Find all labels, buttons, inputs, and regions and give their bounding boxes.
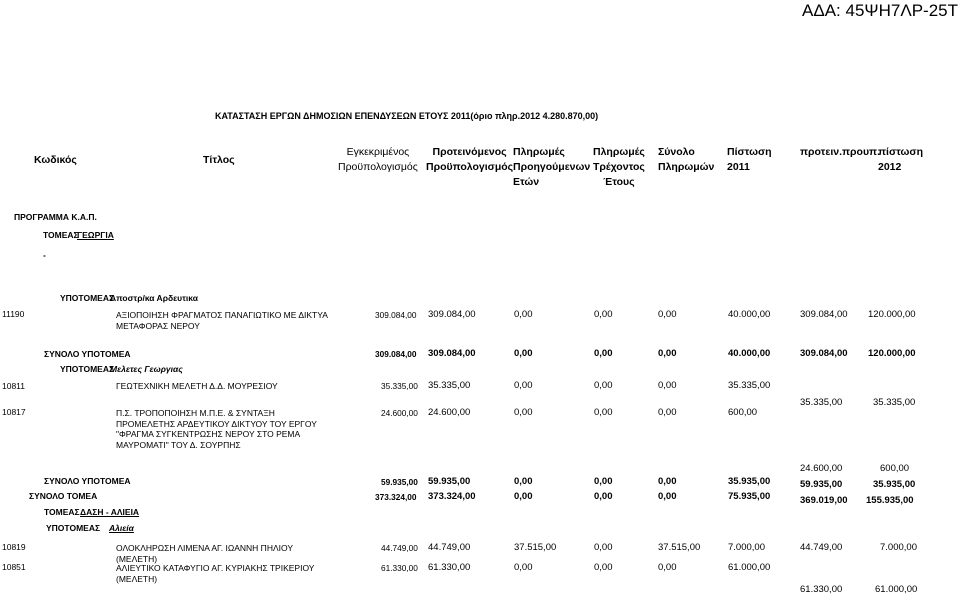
sum-credit2012: 120.000,00 [868, 348, 916, 359]
col-credit-2012 [878, 145, 923, 175]
sum-subsector-label: ΣΥΝΟΛΟ ΥΠΟΤΟΜΕΑ [44, 349, 131, 359]
row-title-line1: Π.Σ. ΤΡΟΠΟΠΟΙΗΣΗ Μ.Π.Ε. & ΣΥΝΤΑΞΗ [116, 408, 275, 418]
sum-credit2011: 35.935,00 [728, 476, 771, 487]
sum-proposed: 309.084,00 [428, 348, 476, 359]
cell-credit2011: 61.000,00 [728, 562, 771, 573]
sum-subsector-label: ΣΥΝΟΛΟ ΥΠΟΤΟΜΕΑ [44, 476, 131, 486]
cell-current: 0,00 [594, 407, 613, 418]
cell-proposed-budget: 35.335,00 [800, 397, 843, 408]
cell-total: 37.515,00 [658, 542, 701, 553]
cell-current: 0,00 [594, 542, 613, 553]
cell-current: 0,00 [594, 309, 613, 320]
sum-proposed-budget: 309.084,00 [800, 348, 848, 359]
row-title-line1: ΑΞΙΟΠΟΙΗΣΗ ΦΡΑΓΜΑΤΟΣ ΠΑΝΑΓΙΩΤΙΚΟ ΜΕ ΔΙΚΤΥΑ [116, 310, 328, 320]
col-prev-line1: Πληρωμές [513, 146, 565, 158]
row-title-line2: (ΜΕΛΕΤΗ) [116, 573, 158, 584]
row-code: 10811 [2, 381, 26, 391]
row-title [116, 563, 314, 584]
row-title-line2: (ΜΕΛΕΤΗ) [116, 553, 158, 564]
subsector-name: Μελετες Γεωργιας [110, 364, 183, 374]
sum-proposed: 59.935,00 [428, 476, 471, 487]
col-current-line1: Πληρωμές [593, 146, 645, 158]
sum-current: 0,00 [594, 476, 613, 487]
subsector-label: ΥΠΟΤΟΜΕΑΣ [46, 523, 101, 533]
sector-name: ΓΕΩΡΓΙΑ [77, 230, 114, 240]
cell-proposed-budget: 61.330,00 [800, 584, 843, 595]
sum-proposed-budget: 369.019,00 [800, 495, 848, 506]
sector-name: ΔΑΣΗ - ΑΛΙΕΙΑ [80, 507, 140, 517]
row-title-line2: ΠΡΟΜΕΛΕΤΗΣ ΑΡΔΕΥΤΙΚΟΥ ΔΙΚΤΥΟΥ ΤΟΥ ΕΡΓΟΥ [116, 418, 317, 429]
cell-prev: 0,00 [514, 309, 533, 320]
col-proposed-line2: Προϋπολογισμός [426, 161, 514, 173]
sum-prev: 0,00 [514, 491, 533, 502]
sum-credit2012: 35.935,00 [873, 479, 916, 490]
row-title [116, 310, 328, 332]
col-credit2011-line1: Πίστωση [727, 146, 772, 158]
sum-current: 0,00 [594, 491, 613, 502]
cell-approved: 44.749,00 [381, 543, 418, 553]
sum-proposed: 373.324,00 [428, 491, 476, 502]
sum-prev: 0,00 [514, 476, 533, 487]
cell-total: 0,00 [658, 309, 677, 320]
cell-credit2012: 120.000,00 [868, 309, 916, 320]
cell-credit2011: 40.000,00 [728, 309, 771, 320]
cell-proposed: 44.749,00 [428, 542, 471, 553]
cell-credit2012: 600,00 [880, 463, 910, 474]
cell-credit2012: 35.335,00 [873, 397, 916, 408]
cell-proposed-budget: 24.600,00 [800, 463, 843, 474]
report-title: ΚΑΤΑΣΤΑΣΗ ΕΡΓΩΝ ΔΗΜΟΣΙΩΝ ΕΠΕΝΔΥΣΕΩΝ ΕΤΟΥΣ 2011(όριο πληρ.2012 4.280.870,00) [215, 111, 599, 121]
sum-total: 0,00 [658, 491, 677, 502]
cell-credit2012: 7.000,00 [880, 542, 917, 553]
cell-credit2011: 600,00 [728, 407, 758, 418]
sum-credit2011: 75.935,00 [728, 491, 771, 502]
row-code: 11190 [2, 309, 25, 319]
col-approved-line1: Εγκεκριμένος [346, 146, 410, 158]
cell-credit2011: 7.000,00 [728, 542, 765, 553]
row-title: ΓΕΩΤΕΧΝΙΚΗ ΜΕΛΕΤΗ Δ.Δ. ΜΟΥΡΕΣΙΟΥ [116, 381, 278, 391]
row-title-line4: ΜΑΥΡΟΜΑΤΙ" ΤΟΥ Δ. ΣΟΥΡΠΗΣ [116, 439, 241, 450]
sector-label: ΤΟΜΕΑΣ [43, 230, 79, 240]
row-code: 10819 [2, 542, 26, 552]
col-current-line3: Έτους [603, 176, 635, 188]
col-proposed-budget: προτειν.προυπ. [800, 146, 881, 158]
cell-proposed-budget: 309.084,00 [800, 309, 848, 320]
col-current-payments [593, 145, 645, 190]
col-credit2012-line1: πίστωση [878, 146, 923, 158]
cell-total: 0,00 [658, 380, 677, 391]
cell-total: 0,00 [658, 407, 677, 418]
sum-proposed-budget: 59.935,00 [800, 479, 843, 490]
ada-code: ΑΔΑ: 45ΨΗ7ΛΡ-25Τ [802, 1, 958, 20]
cell-approved: 35.335,00 [381, 381, 418, 391]
program-label: ΠΡΟΓΡΑΜΜΑ Κ.Α.Π. [14, 212, 97, 222]
row-title-line1: ΟΛΟΚΛΗΡΩΣΗ ΛΙΜΕΝΑ ΑΓ. ΙΩΑΝΝΗ ΠΗΛΙΟΥ [116, 543, 294, 553]
col-credit2012-line2: 2012 [878, 161, 902, 173]
cell-proposed: 35.335,00 [428, 380, 471, 391]
cell-current: 0,00 [594, 562, 613, 573]
subsector-name: Αποστρ/κα Αρδευτικα [110, 293, 198, 303]
col-credit-2011 [727, 145, 772, 175]
cell-proposed-budget: 44.749,00 [800, 542, 843, 553]
sum-sector-label: ΣΥΝΟΛΟ ΤΟΜΕΑ [29, 491, 98, 501]
col-credit2011-line2: 2011 [727, 161, 750, 173]
sum-total: 0,00 [658, 348, 677, 359]
col-proposed [426, 145, 513, 175]
cell-credit2011: 35.335,00 [728, 380, 771, 391]
sum-total: 0,00 [658, 476, 677, 487]
subsector-label: ΥΠΟΤΟΜΕΑΣ [60, 364, 115, 374]
cell-approved: 309.084,00 [375, 310, 417, 320]
row-title-line1: ΑΛΙΕΥΤΙΚΟ ΚΑΤΑΦΥΓΙΟ ΑΓ. ΚΥΡΙΑΚΗΣ ΤΡΙΚΕΡΙΟΥ [116, 563, 315, 573]
dash: - [43, 250, 46, 260]
row-title-line2: ΜΕΤΑΦΟΡΑΣ ΝΕΡΟΥ [116, 321, 200, 331]
cell-prev: 0,00 [514, 407, 533, 418]
cell-prev: 0,00 [514, 380, 533, 391]
cell-total: 0,00 [658, 562, 677, 573]
sum-approved: 59.935,00 [381, 477, 418, 487]
sum-credit2012: 155.935,00 [866, 495, 914, 506]
sum-approved: 309.084,00 [375, 349, 417, 359]
col-prev-line2: Προηγούμενων [513, 161, 591, 173]
col-total-payments [658, 145, 714, 175]
subsector-name: Αλιεία [109, 523, 134, 533]
col-prev-line3: Ετών [513, 176, 540, 188]
col-total-line2: Πληρωμών [658, 161, 715, 173]
cell-prev: 37.515,00 [514, 542, 557, 553]
sum-prev: 0,00 [514, 348, 533, 359]
col-proposed-line1: Προτεινόμενος [432, 146, 507, 158]
cell-current: 0,00 [594, 380, 613, 391]
cell-credit2012: 61.000,00 [875, 584, 918, 595]
sector-label: ΤΟΜΕΑΣ [44, 507, 80, 517]
col-current-line2: Τρέχοντος [593, 161, 645, 173]
row-code: 10817 [2, 407, 26, 417]
sum-credit2011: 40.000,00 [728, 348, 771, 359]
cell-approved: 61.330,00 [381, 563, 418, 573]
col-title: Τίτλος [203, 154, 235, 166]
row-title-line3: "ΦΡΑΓΜΑ ΣΥΓΚΕΝΤΡΩΣΗΣ ΝΕΡΟΥ ΣΤΟ ΡΕΜΑ [116, 429, 301, 439]
col-approved-line2: Προϋπολογισμός [338, 161, 418, 173]
cell-proposed: 24.600,00 [428, 407, 471, 418]
col-prev-payments [513, 145, 590, 190]
row-code: 10851 [2, 562, 26, 572]
sum-approved: 373.324,00 [375, 492, 417, 502]
cell-prev: 0,00 [514, 562, 533, 573]
row-title [116, 543, 293, 564]
row-title [116, 408, 317, 450]
subsector-label: ΥΠΟΤΟΜΕΑΣ [60, 293, 115, 303]
col-code: Κωδικός [34, 154, 77, 166]
col-approved [338, 145, 418, 175]
col-total-line1: Σύνολο [658, 146, 695, 158]
sum-current: 0,00 [594, 348, 613, 359]
cell-approved: 24.600,00 [381, 408, 418, 418]
cell-proposed: 309.084,00 [428, 309, 476, 320]
cell-proposed: 61.330,00 [428, 562, 471, 573]
